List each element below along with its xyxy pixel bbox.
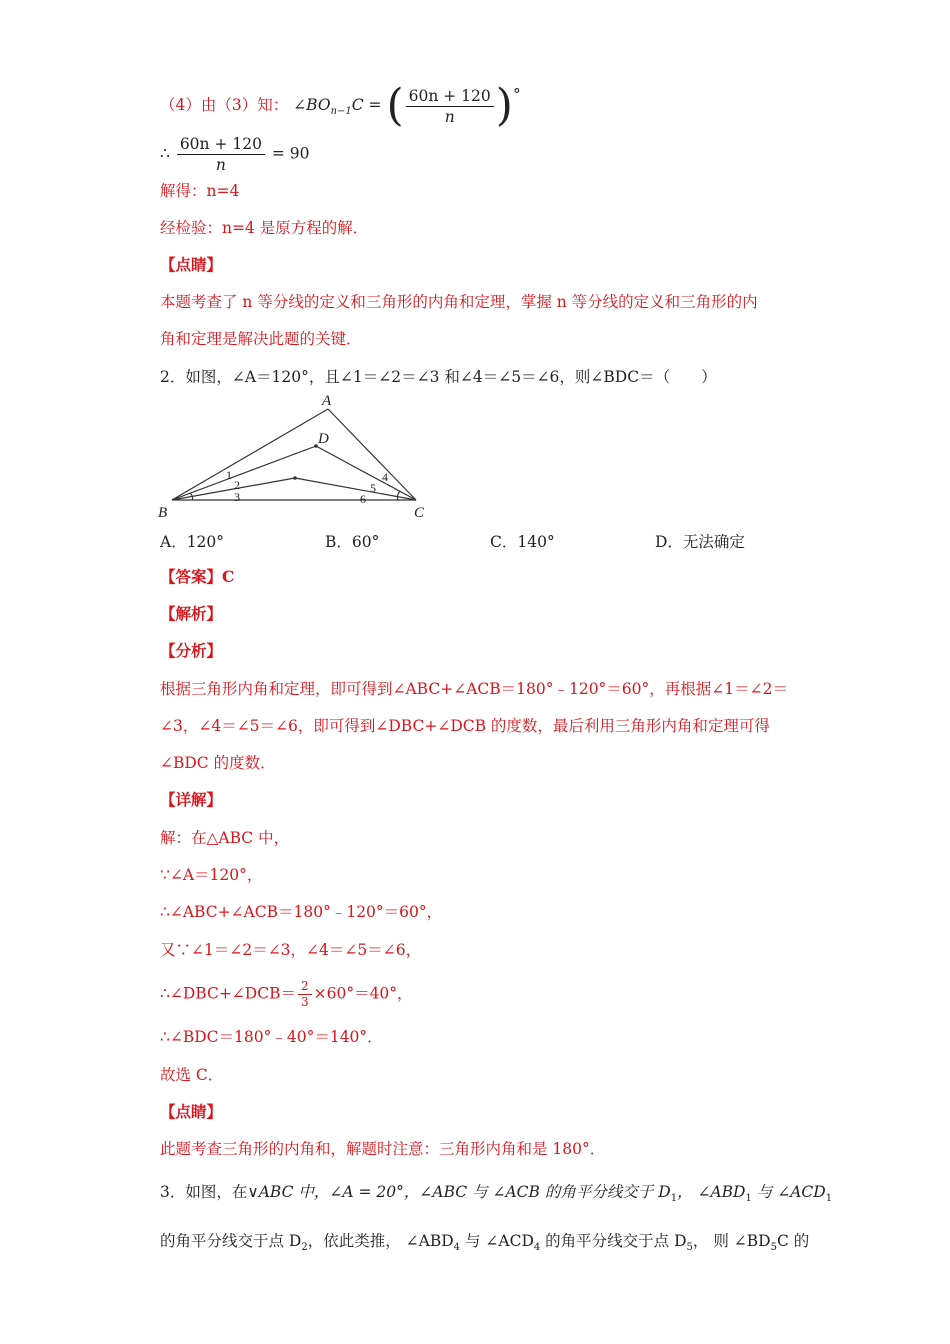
fenxi-heading: 【分析】	[160, 641, 223, 660]
option-c: C．140°	[490, 533, 555, 551]
q1-tip-line1: 本题考查了 n 等分线的定义和三角形的内角和定理，掌握 n 等分线的定义和三角形的内	[160, 293, 758, 311]
label-1: 1	[226, 468, 232, 482]
option-a: A．120°	[160, 533, 225, 551]
fenxi-line3: ∠BDC 的度数．	[160, 754, 276, 772]
solve-line: 解得：n=4	[160, 182, 240, 200]
label-4: 4	[382, 470, 388, 484]
option-b: B．60°	[325, 533, 380, 551]
step4-fraction: $\frac{60n + 120}{n}$	[406, 86, 494, 127]
equation-line: ∴ $\frac{60n + 120}{n}$ = 90	[160, 135, 310, 174]
two-thirds-fraction: $\frac{2}{3}$	[298, 979, 312, 1010]
label-2: 2	[234, 478, 240, 492]
step4-prefix: （4）由（3）知：	[160, 96, 289, 114]
equation-fraction: $\frac{60n + 120}{n}$	[177, 134, 265, 175]
label-6: 6	[360, 492, 366, 506]
label-a: A	[322, 393, 332, 409]
label-5: 5	[370, 481, 376, 495]
q2-tip: 此题考查三角形的内角和，解题时注意：三角形内角和是 180°．	[160, 1140, 606, 1158]
detail-5: ∴∠DBC+∠DCB＝ $\frac{2}{3}$ ×60°＝40°，	[160, 979, 413, 1009]
angle-arc-c	[397, 491, 400, 500]
fenxi-line2: ∠3，∠4＝∠5＝∠6，即可得到∠DBC+∠DCB 的度数，最后利用三角形内角和定理可得	[160, 717, 770, 735]
detail-2: ∵∠A＝120°，	[160, 866, 263, 884]
q2-stem: 2．如图，∠A＝120°，且∠1＝∠2＝∠3 和∠4＝∠5＝∠6，则∠BDC＝（ ）	[160, 368, 717, 386]
detail-1: 解：在△ABC 中，	[160, 829, 290, 847]
analysis-heading: 【解析】	[160, 604, 223, 623]
label-3: 3	[234, 490, 240, 504]
q1-tip-heading: 【点睛】	[160, 255, 223, 274]
option-d: D．无法确定	[655, 533, 745, 551]
label-b: B	[158, 505, 168, 521]
segment-dc	[316, 446, 416, 500]
q2-tip-heading: 【点睛】	[160, 1102, 223, 1121]
q3-line1: 3．如图，在∨ABC 中，∠A = 20°，∠ABC 与 ∠ACB 的角平分线交于 $D_1$， $\angle ABD_1$ 与 $\angle ACD_1$	[160, 1183, 833, 1205]
triangle-figure	[150, 393, 440, 523]
label-c: C	[414, 505, 425, 521]
detail-7: 故选 C．	[160, 1066, 224, 1084]
step4-line: （4）由（3）知： $\angle BO_{n-1}C$ = ( $\frac{60n + 120}{n}$ )°	[160, 80, 521, 131]
detail-4: 又∵∠1＝∠2＝∠3，∠4＝∠5＝∠6，	[160, 941, 422, 959]
detail-3: ∴∠ABC+∠ACB＝180°﹣120°＝60°，	[160, 903, 443, 921]
check-line: 经检验：n=4 是原方程的解．	[160, 219, 369, 237]
detail-heading: 【详解】	[160, 790, 223, 809]
fenxi-line1: 根据三角形内角和定理，即可得到∠ABC+∠ACB＝180°﹣120°＝60°，再根据∠1＝∠2＝	[160, 680, 788, 698]
label-d: D	[318, 431, 329, 447]
step4-angle: $\angle BO_{n-1}C$ =	[293, 96, 382, 118]
intersection-dot	[293, 476, 297, 480]
q3-line2: 的角平分线交于点 $D_2$，依此类推， $\angle ABD_4$ 与 $\angle ACD_4$ 的角平分线交于点 $D_5$， 则 $\angle BD_5C$ 的	[160, 1232, 810, 1254]
q1-tip-line2: 角和定理是解决此题的关键．	[160, 330, 362, 348]
detail-6: ∴∠BDC＝180°﹣40°＝140°．	[160, 1028, 383, 1046]
answer: 【答案】C	[160, 567, 235, 586]
